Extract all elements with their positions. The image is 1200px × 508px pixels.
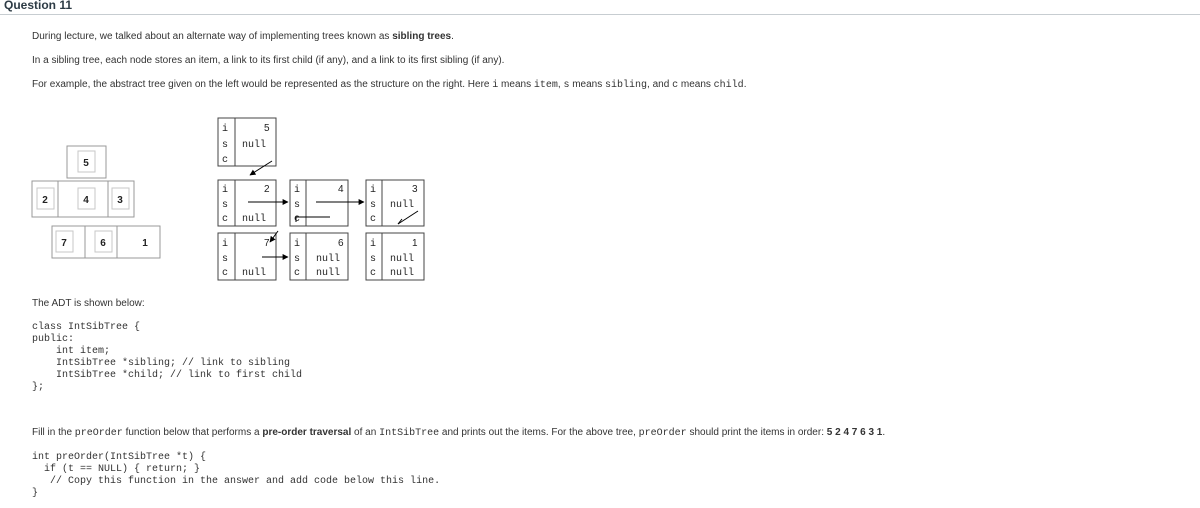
label-s: s bbox=[222, 254, 229, 265]
label-s: s bbox=[370, 254, 377, 265]
task-paragraph bbox=[32, 427, 885, 439]
task-bold-term: pre-order traversal bbox=[262, 427, 352, 438]
code-line: public: bbox=[32, 334, 75, 345]
p3-text: means bbox=[678, 79, 714, 90]
label-c: c bbox=[222, 214, 229, 225]
code-line: if (t == NULL) { return; } bbox=[32, 464, 201, 475]
struct-sibling-null: null bbox=[390, 254, 415, 265]
label-i: i bbox=[294, 185, 301, 196]
code-line: int item; bbox=[32, 346, 111, 357]
code-line: } bbox=[32, 488, 39, 499]
label-s: s bbox=[294, 254, 301, 265]
p3-code-item: item bbox=[533, 80, 558, 91]
label-c: c bbox=[370, 268, 377, 279]
p3-code-c: c bbox=[672, 80, 679, 91]
task-text: and prints out the items. For the above tree, bbox=[439, 427, 639, 438]
struct-item-1: 1 bbox=[412, 238, 418, 249]
task-code-intsibtree: IntSibTree bbox=[379, 428, 440, 439]
label-i: i bbox=[222, 124, 229, 135]
starter-code-block bbox=[32, 452, 440, 500]
struct-sibling-null: null bbox=[316, 254, 341, 265]
p3-text-end: . bbox=[743, 79, 747, 90]
task-text: function below that performs a bbox=[122, 427, 263, 438]
struct-sibling-null: null bbox=[390, 200, 415, 211]
sibling-trees-term: sibling trees bbox=[392, 31, 452, 42]
p3-text: , and bbox=[647, 79, 673, 90]
struct-child-null: null bbox=[242, 214, 267, 225]
struct-item-3: 3 bbox=[412, 184, 418, 195]
task-text: should print the items in order: bbox=[686, 427, 827, 438]
code-line: IntSibTree *child; // link to first child bbox=[32, 370, 303, 381]
code-line: int preOrder(IntSibTree *t) { bbox=[32, 452, 207, 463]
label-i: i bbox=[370, 185, 377, 196]
intro-text: During lecture, we talked about an alternate way of implementing trees known as bbox=[32, 31, 393, 42]
label-i: i bbox=[370, 239, 377, 250]
label-s: s bbox=[222, 140, 229, 151]
abstract-node-1: 1 bbox=[142, 238, 148, 249]
task-expected-output: 5 2 4 7 6 3 1 bbox=[826, 427, 883, 438]
struct-sibling-null: null bbox=[242, 140, 267, 151]
p3-code-i: i bbox=[492, 80, 499, 91]
struct-item-6: 6 bbox=[338, 238, 344, 249]
label-s: s bbox=[294, 200, 301, 211]
struct-child-null: null bbox=[390, 268, 415, 279]
code-line: }; bbox=[32, 382, 45, 393]
label-c: c bbox=[370, 214, 377, 225]
abstract-node-2: 2 bbox=[42, 195, 48, 206]
struct-item-7: 7 bbox=[264, 238, 270, 249]
intro-paragraph-2: In a sibling tree, each node stores an item, a link to its first child (if any), and a link to its first sibling (if any). bbox=[32, 55, 505, 66]
struct-child-null: null bbox=[242, 268, 267, 279]
label-i: i bbox=[294, 239, 301, 250]
p3-text: means bbox=[498, 79, 534, 90]
p3-code-sibling: sibling bbox=[605, 80, 648, 91]
question-title: Question 11 bbox=[4, 0, 73, 12]
abstract-node-6: 6 bbox=[100, 238, 106, 249]
task-text-end: . bbox=[882, 427, 886, 438]
label-s: s bbox=[222, 200, 229, 211]
struct-item-2: 2 bbox=[264, 184, 270, 195]
abstract-node-7: 7 bbox=[61, 238, 67, 249]
code-line: // Copy this function in the answer and add code below this line. bbox=[32, 476, 441, 487]
struct-item-4: 4 bbox=[338, 184, 344, 195]
task-code-preorder: preOrder bbox=[638, 428, 687, 439]
struct-item-5: 5 bbox=[264, 123, 270, 134]
p3-text: means bbox=[569, 79, 606, 90]
p3-code-child: child bbox=[713, 80, 744, 91]
label-c: c bbox=[294, 268, 301, 279]
adt-label: The ADT is shown below: bbox=[32, 298, 145, 309]
task-code-preorder: preOrder bbox=[74, 428, 123, 439]
label-c: c bbox=[222, 155, 229, 166]
code-line: class IntSibTree { bbox=[32, 322, 141, 333]
task-text: of an bbox=[351, 427, 380, 438]
abstract-node-4: 4 bbox=[83, 195, 89, 206]
label-i: i bbox=[222, 239, 229, 250]
p3-text: , bbox=[557, 79, 564, 90]
abstract-node-3: 3 bbox=[117, 195, 123, 206]
label-c: c bbox=[222, 268, 229, 279]
label-c: c bbox=[294, 214, 301, 225]
label-i: i bbox=[222, 185, 229, 196]
label-s: s bbox=[370, 200, 377, 211]
abstract-node-root: 5 bbox=[83, 158, 89, 169]
p3-text: For example, the abstract tree given on the left would be represented as the structure on the right. Here bbox=[32, 79, 493, 90]
p3-code-s: s bbox=[563, 80, 570, 91]
task-text: Fill in the bbox=[32, 427, 75, 438]
code-line: IntSibTree *sibling; // link to sibling bbox=[32, 358, 291, 369]
struct-child-null: null bbox=[316, 268, 341, 279]
adt-code-block bbox=[32, 322, 302, 394]
intro-text-end: . bbox=[451, 31, 454, 42]
